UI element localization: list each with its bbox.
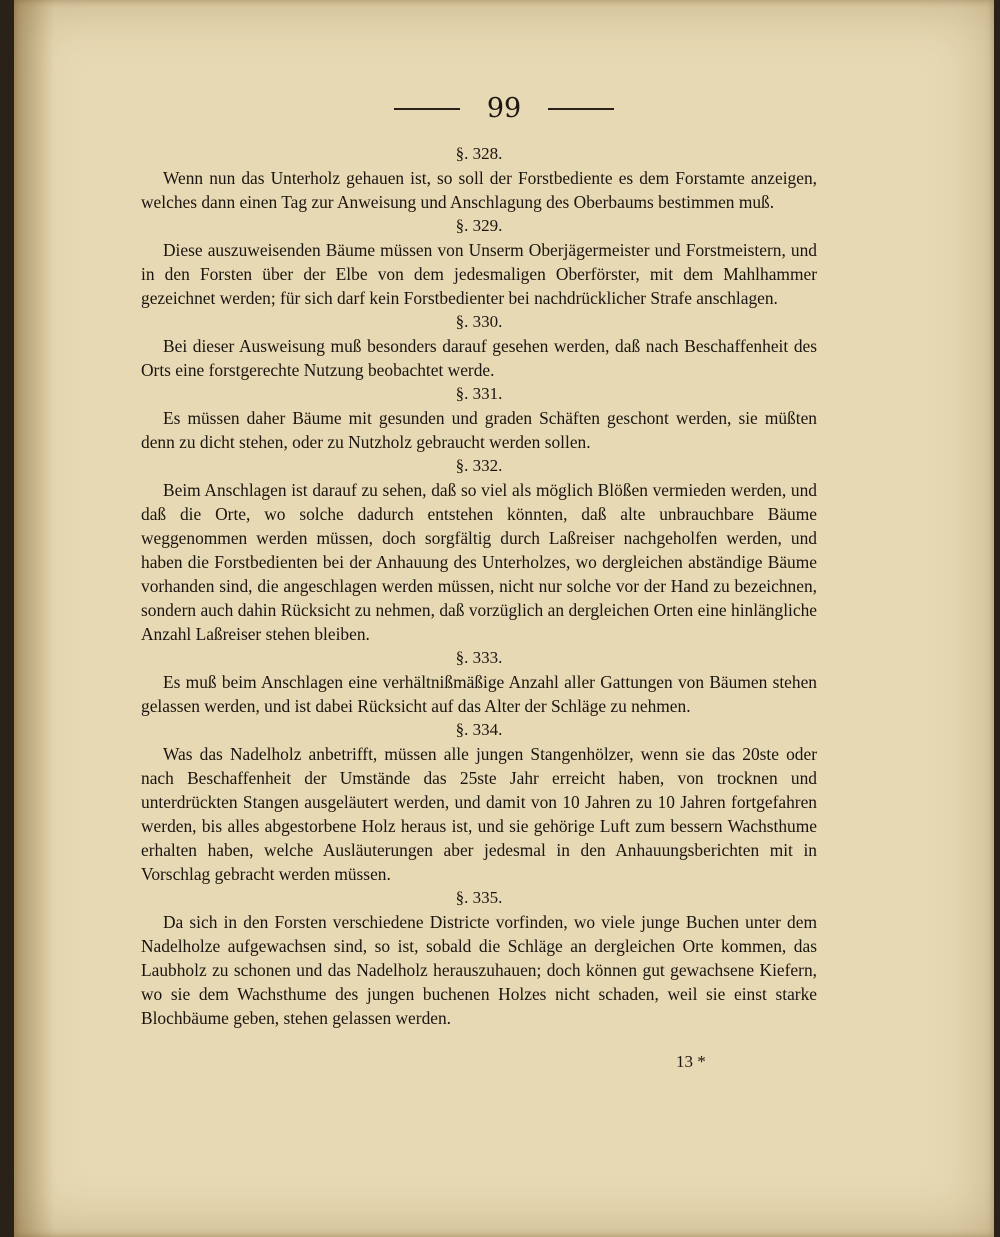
section-328 (141, 142, 817, 214)
header-rule-right (548, 108, 614, 110)
book-page (14, 0, 994, 1237)
section-number: §. 335. (455, 888, 503, 907)
section-number: §. 333. (455, 648, 503, 667)
section-text: Wenn nun das Unterholz gehauen ist, so soll der Forstbediente es dem Forstamte anzeigen, welches dann einen Tag zur Anweisung und Anschlagung des Oberbaums bestimmen muß. (141, 168, 817, 212)
section-number: §. 329. (455, 216, 503, 235)
section-text: Da sich in den Forsten verschiedene Districte vorfinden, wo viele junge Buchen unter dem Nadelholze aufgewachsen sind, so ist, sobald die Schläge an dergleichen Orte kommen, das Laubholz zu schonen und das Nadelholz herauszuhauen; doch können gut gewachsene Kiefern, wo sie dem Wachsthume des jungen buchenen Holzes nicht schaden, weil sie einst starke Blochbäume geben, stehen gelassen werden. (141, 912, 817, 1028)
section-331 (141, 382, 817, 454)
page-body (141, 142, 817, 1030)
section-330 (141, 310, 817, 382)
page-spine-shadow (14, 0, 54, 1237)
section-332 (141, 454, 817, 646)
page-header (14, 93, 994, 124)
section-text: Bei dieser Ausweisung muß besonders darauf gesehen werden, daß nach Beschaffenheit des Orts eine forstgerechte Nutzung beobachtet werde. (141, 336, 817, 380)
section-334 (141, 718, 817, 886)
section-text: Diese auszuweisenden Bäume müssen von Unserm Oberjägermeister und Forstmeistern, und in den Forsten über der Elbe von dem jedesmaligen Oberförster, mit dem Mahlhammer gezeichnet werden; für sich darf kein Forstbedienter bei nachdrücklicher Strafe anschlagen. (141, 240, 817, 308)
section-text: Es müssen daher Bäume mit gesunden und graden Schäften geschont werden, sie müßten denn zu dicht stehen, oder zu Nutzholz gebraucht werden sollen. (141, 408, 817, 452)
section-number: §. 332. (455, 456, 503, 475)
section-335 (141, 886, 817, 1030)
section-text: Beim Anschlagen ist darauf zu sehen, daß so viel als möglich Blößen vermieden werden, und daß die Orte, wo solche dadurch entstehen könnten, daß alte unbrauchbare Bäume weggenommen werden müssen, doch sorgfältig durch Laßreiser nachgeholfen werden, und haben die Forstbedienten bei der Anhauung des Unterholzes, wo dergleichen abständige Bäume vorhanden sind, die angeschlagen werden müssen, nicht nur solche vor der Hand zu bezeichnen, sondern auch dahin Rücksicht zu nehmen, daß vorzüglich an dergleichen Orten eine hinlängliche Anzahl Laßreiser stehen bleiben. (141, 480, 817, 644)
section-text: Was das Nadelholz anbetrifft, müssen alle jungen Stangenhölzer, wenn sie das 20ste oder nach Beschaffenheit der Umstände das 25ste Jahr erreicht haben, von trocknen und unterdrückten Stangen ausgeläutert werden, und damit von 10 Jahren zu 10 Jahren fortgefahren werden, bis alles abgestorbene Holz heraus ist, und sie gehörige Luft zum bessern Wachsthume erhalten haben, welche Ausläuterungen aber jedesmal in den Anhauungsberichten mit in Vorschlag gebracht werden müssen. (141, 744, 817, 884)
section-329 (141, 214, 817, 310)
page-number: 99 (486, 93, 522, 124)
section-number: §. 330. (455, 312, 503, 331)
signature-mark: 13 * (676, 1052, 706, 1071)
header-rule-left (394, 108, 460, 110)
section-number: §. 328. (455, 144, 503, 163)
section-number: §. 331. (455, 384, 503, 403)
section-text: Es muß beim Anschlagen eine verhältnißmäßige Anzahl aller Gattungen von Bäumen stehen gelassen werden, und ist dabei Rücksicht auf das Alter der Schläge zu nehmen. (141, 672, 817, 716)
section-333 (141, 646, 817, 718)
section-number: §. 334. (455, 720, 503, 739)
